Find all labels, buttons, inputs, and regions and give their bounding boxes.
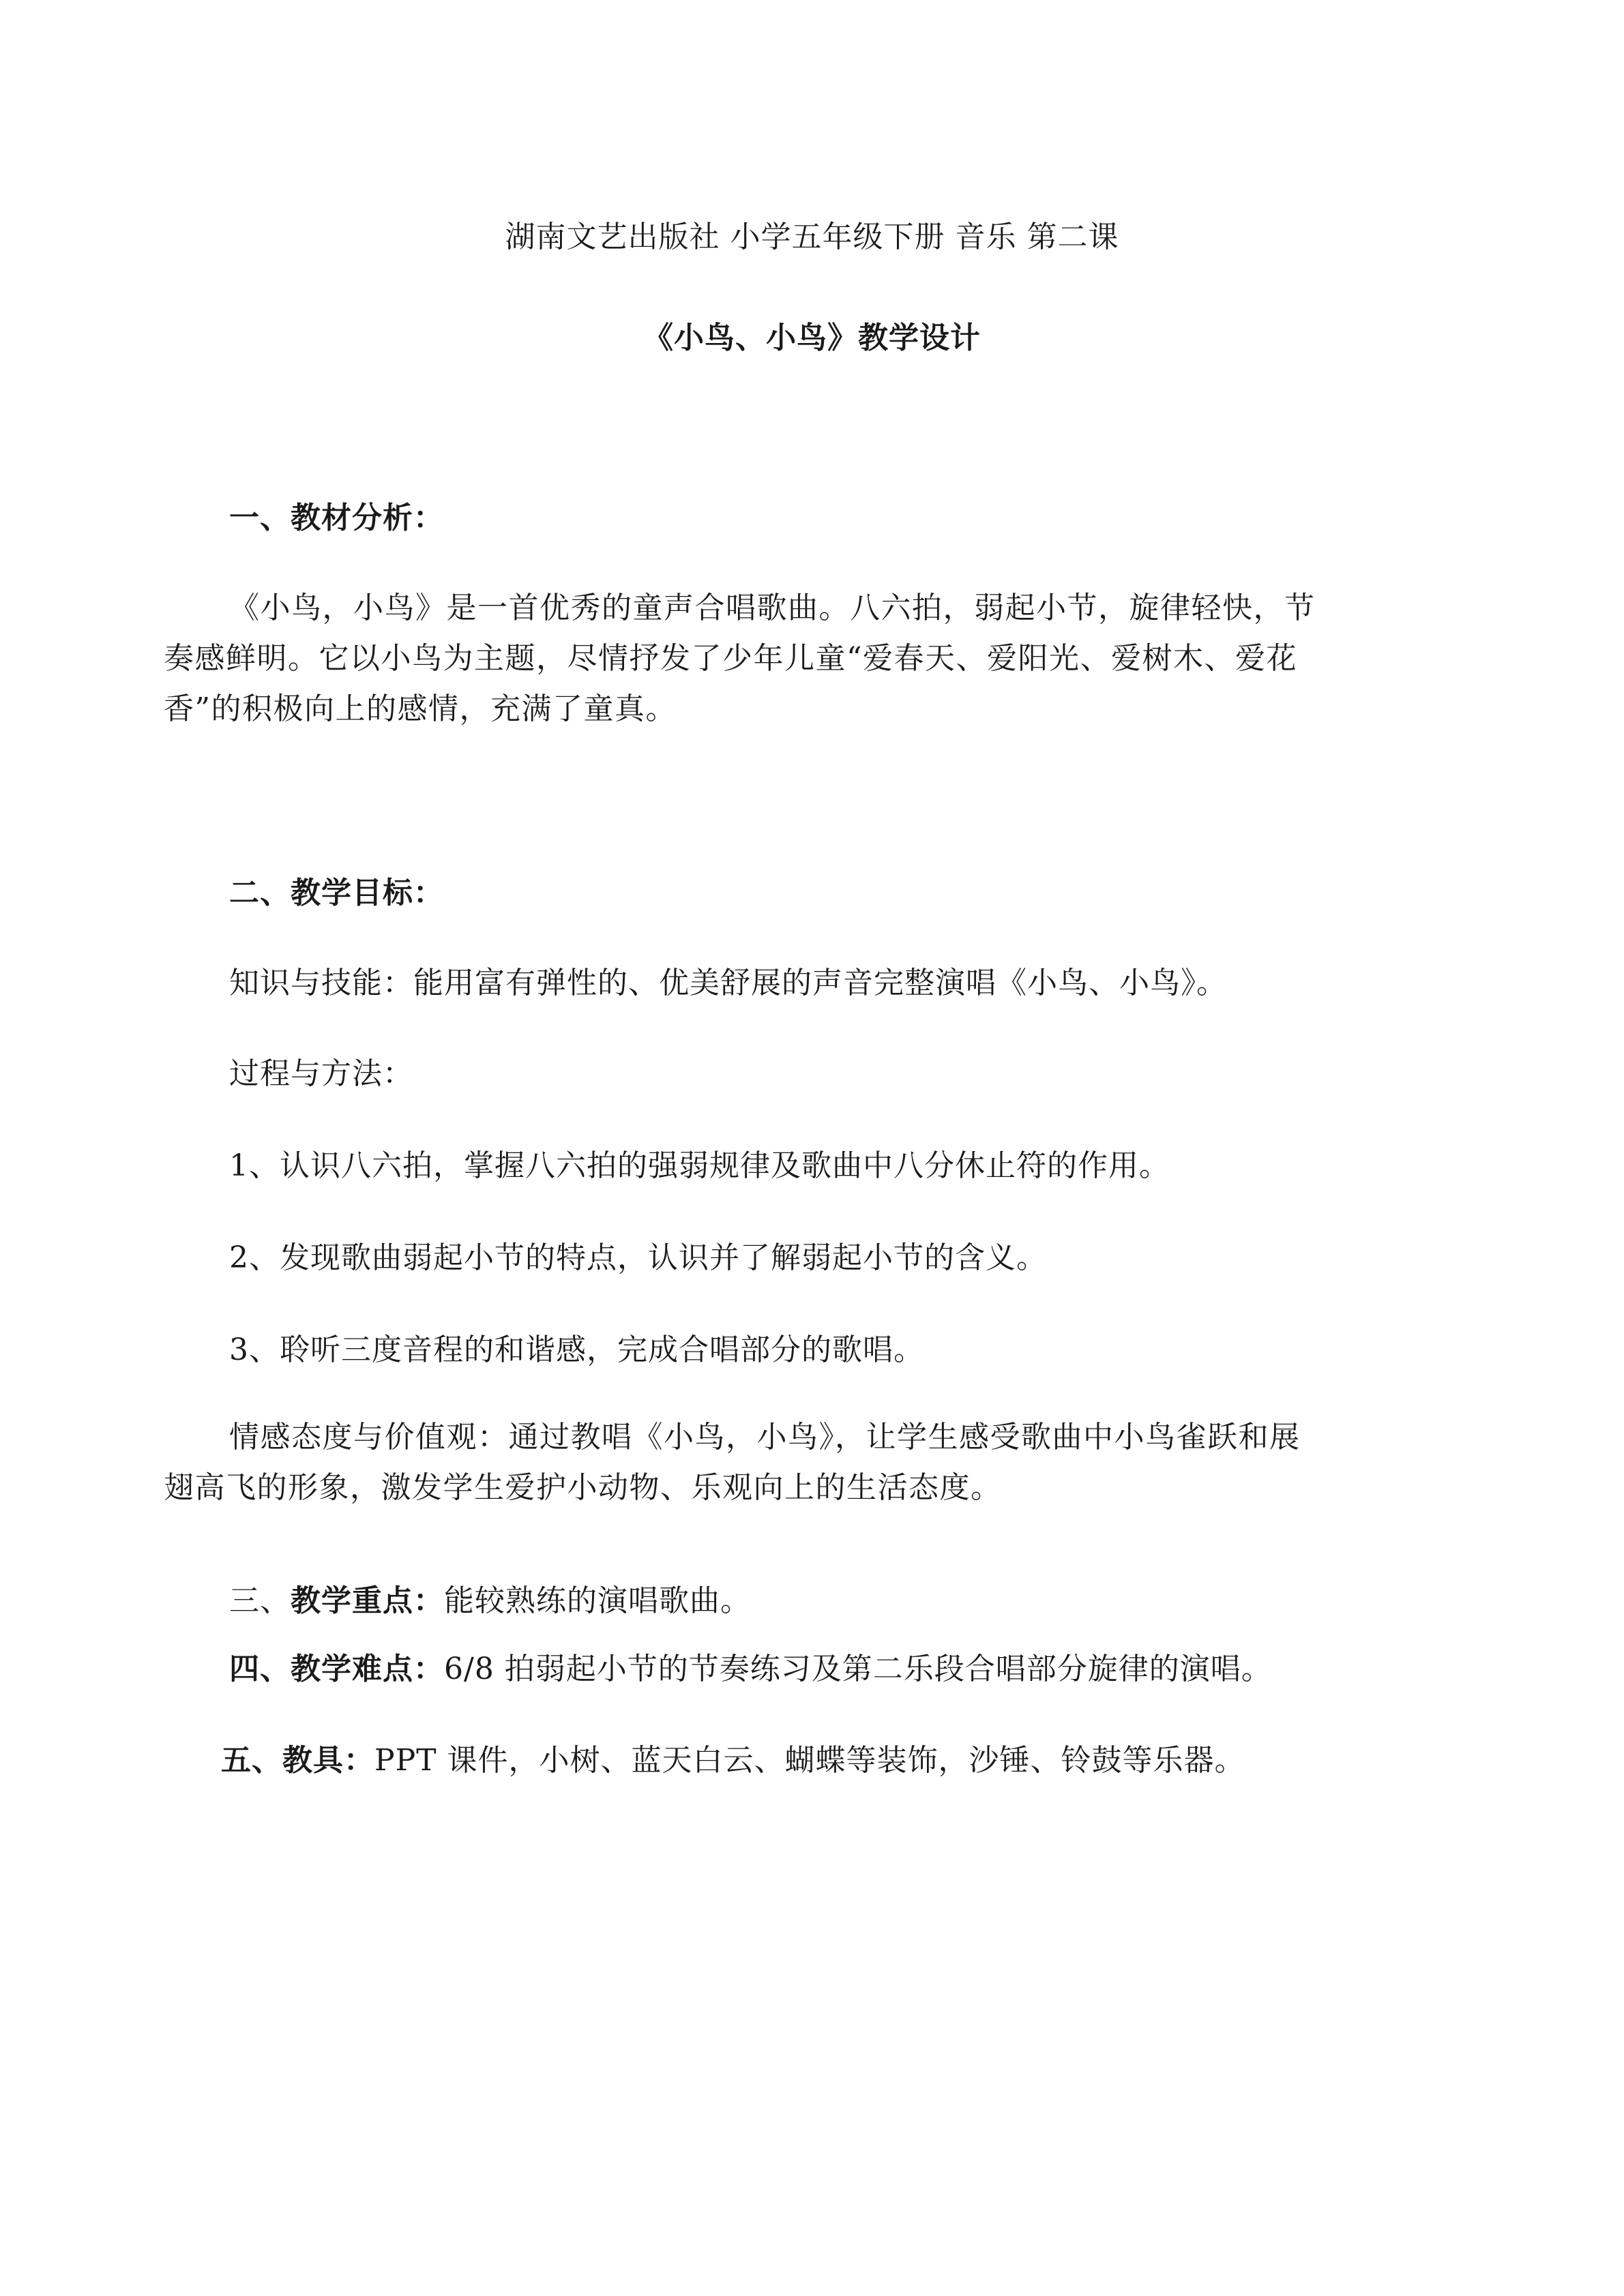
objective-knowledge: 知识与技能：能用富有弹性的、优美舒展的声音完整演唱《小鸟、小鸟》。 xyxy=(229,966,1227,1000)
section5-text: PPT 课件，小树、蓝天白云、蝴蝶等装饰，沙锤、铃鼓等乐器。 xyxy=(374,1743,1245,1778)
section3-text: 能较熟练的演唱歌曲。 xyxy=(444,1583,751,1618)
section1-heading: 一、教材分析： xyxy=(229,501,444,535)
paragraph-line: 奏感鲜明。它以小鸟为主题，尽情抒发了少年儿童“爱春天、爱阳光、爱树木、爱花 xyxy=(164,641,1297,676)
section3-label: 教学重点： xyxy=(291,1583,444,1618)
document-title: 《小鸟、小鸟》教学设计 xyxy=(643,320,981,355)
document-subtitle: 湖南文艺出版社 小学五年级下册 音乐 第二课 xyxy=(505,220,1119,254)
section5-teaching-aids xyxy=(221,1740,1245,1781)
objective-emotion xyxy=(164,1417,1385,1518)
paragraph-line: 《小鸟，小鸟》是一首优秀的童声合唱歌曲。八六拍，弱起小节，旋律轻快，节 xyxy=(229,591,1316,625)
objective-process-label: 过程与方法： xyxy=(229,1056,413,1091)
paragraph-line: 香”的积极向上的感情，充满了童真。 xyxy=(164,691,677,726)
section4-difficulties xyxy=(229,1649,1272,1690)
objective-item: 3、聆听三度音程的和谐感，完成合唱部分的歌唱。 xyxy=(229,1332,924,1367)
objective-item: 2、发现歌曲弱起小节的特点，认识并了解弱起小节的含义。 xyxy=(229,1240,1047,1275)
section3-prefix: 三、 xyxy=(229,1583,291,1618)
section5-label: 五、教具： xyxy=(221,1743,374,1778)
section3-key-points xyxy=(229,1581,751,1622)
objective-item: 1、认识八六拍，掌握八六拍的强弱规律及歌曲中八分休止符的作用。 xyxy=(229,1148,1170,1183)
paragraph-line: 翅高飞的形象，激发学生爱护小动物、乐观向上的生活态度。 xyxy=(164,1470,1002,1505)
paragraph-line: 情感态度与价值观：通过教唱《小鸟，小鸟》，让学生感受歌曲中小鸟雀跃和展 xyxy=(229,1420,1301,1455)
section4-text: 6/8 拍弱起小节的节奏练习及第二乐段合唱部分旋律的演唱。 xyxy=(444,1652,1272,1686)
section2-heading: 二、教学目标： xyxy=(229,876,444,910)
section4-label: 四、教学难点： xyxy=(229,1652,444,1686)
section1-paragraph xyxy=(164,588,1385,739)
